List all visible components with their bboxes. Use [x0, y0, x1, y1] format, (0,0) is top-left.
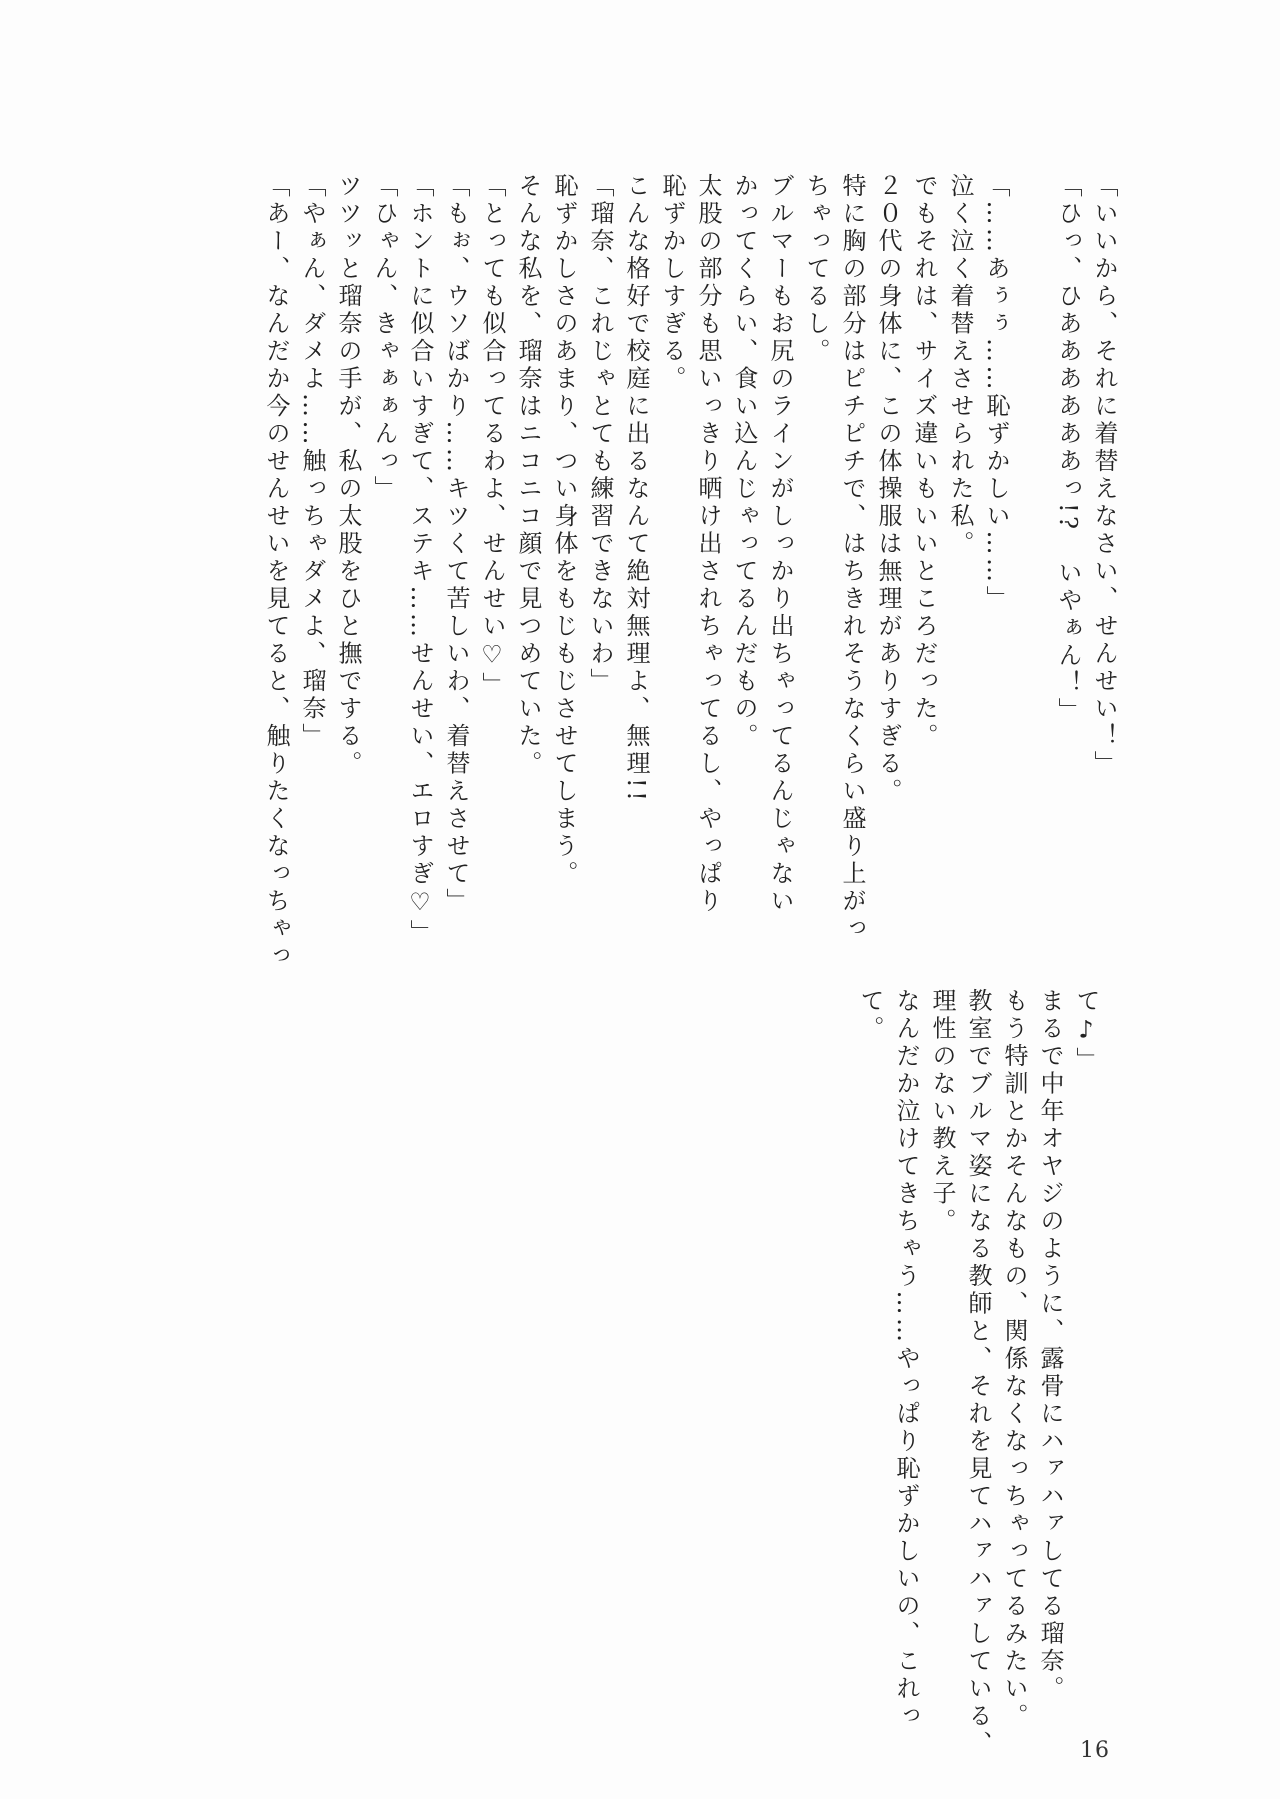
text-line: ２０代の身体に、この体操服は無理がありすぎる。: [874, 173, 902, 806]
text-line: ブルマーもお尻のラインがしっかり出ちゃってるんじゃない: [766, 173, 794, 916]
text-line: 「いいから、それに着替えなさい、せんせい！」: [1090, 173, 1118, 778]
text-line: 「やぁん、ダメよ……触っちゃダメよ、瑠奈」: [298, 173, 326, 751]
text-line: 特に胸の部分はピチピチで、はちきれそうなくらい盛り上がっ: [838, 173, 866, 943]
text-line: 「……あぅぅ……恥ずかしい……」: [982, 173, 1010, 613]
text-line: なんだか泣けてきちゃう……やっぱり恥ずかしいの、これっ: [892, 988, 920, 1731]
text-line: ツツッと瑠奈の手が、私の太股をひと撫でする。: [334, 173, 362, 778]
text-line: 「あー、なんだか今のせんせいを見てると、触りたくなっちゃっ: [262, 173, 290, 971]
text-line: まるで中年オヤジのように、露骨にハァハァしてる瑠奈。: [1036, 988, 1064, 1703]
text-line: かってくらい、食い込んじゃってるんだもの。: [730, 173, 758, 751]
text-line: でもそれは、サイズ違いもいいところだった。: [910, 173, 938, 751]
text-line: 理性のない教え子。: [928, 988, 956, 1236]
text-line: 太股の部分も思いっきり晒け出されちゃってるし、やっぱり: [694, 173, 722, 916]
text-line: 「ひゃん、きゃぁぁんっ」: [370, 173, 398, 503]
text-line: こんな格好で校庭に出るなんて絶対無理よ、無理!!: [622, 173, 650, 805]
text-line: そんな私を、瑠奈はニコニコ顔で見つめていた。: [514, 173, 542, 778]
blank-line: [1014, 173, 1050, 933]
upper-text-column: [258, 173, 1122, 971]
text-line: て♪」: [1072, 988, 1100, 1075]
text-line: 恥ずかしすぎる。: [658, 173, 686, 393]
text-line: 「ホントに似合いすぎて、ステキ……せんせい、エロすぎ♡」: [406, 173, 434, 947]
text-line: 教室でブルマ姿になる教師と、それを見てハァハァしている、: [964, 988, 992, 1758]
text-line: 「瑠奈、これじゃとても練習できないわ」: [586, 173, 614, 696]
text-line: 泣く泣く着替えさせられた私。: [946, 173, 974, 558]
text-line: ちゃってるし。: [802, 173, 830, 366]
text-line: 「ひっ、ひああああああっ!? いやぁん！」: [1054, 173, 1082, 726]
text-line: もう特訓とかそんなもの、関係なくなっちゃってるみたい。: [1000, 988, 1028, 1731]
page-number: 16: [1080, 1738, 1110, 1763]
text-line: て。: [856, 988, 884, 1043]
text-line: 「とっても似合ってるわよ、せんせい♡」: [478, 173, 506, 700]
text-line: 恥ずかしさのあまり、つい身体をもじもじさせてしまう。: [550, 173, 578, 888]
text-line: 「もぉ、ウソばかり……キツくて苦しいわ、着替えさせて」: [442, 173, 470, 916]
